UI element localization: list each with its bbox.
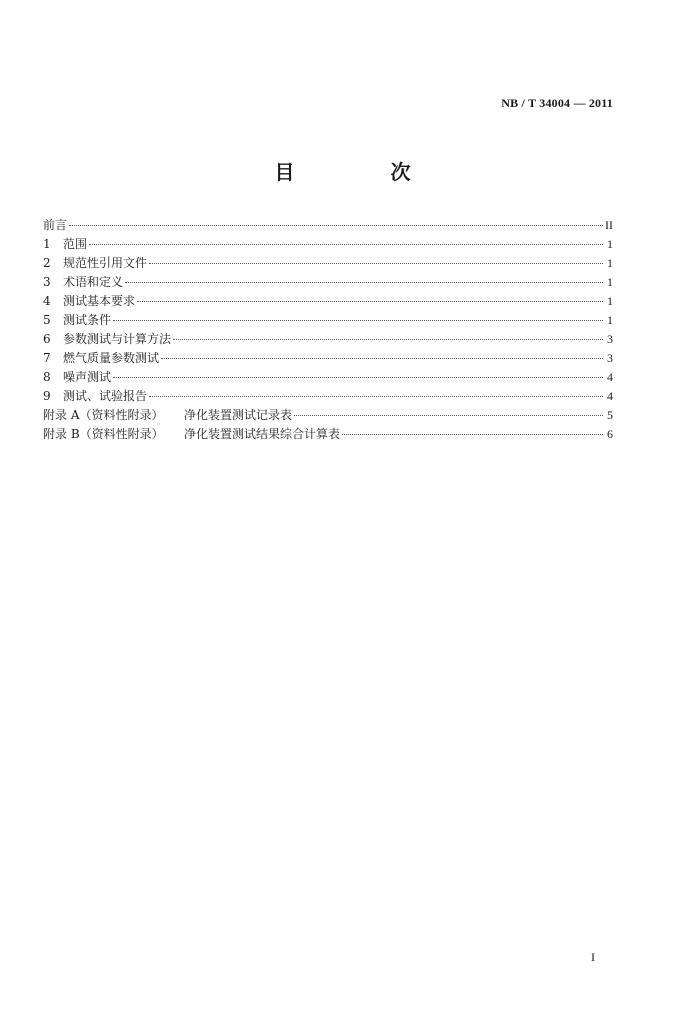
toc-entry-number: 2 [43,256,51,270]
toc-entry-label: 测试条件 [63,313,112,327]
toc-entry-number: 3 [43,275,51,289]
toc-entry-page: 6 [607,427,613,441]
dot-leader [89,244,603,245]
page-number: I [591,950,595,964]
toc-entry-6[interactable] [43,330,613,349]
toc-entry-page: 3 [607,332,613,346]
toc-entry-page: 1 [607,313,613,327]
toc-entry-3[interactable] [43,273,613,292]
dot-leader [137,301,603,302]
standard-code: NB / T 34004 — 2011 [501,96,613,110]
toc-entry-label: 噪声测试 [63,370,112,384]
toc-title: 目 次 [274,160,449,184]
toc-entry-number: 6 [43,332,51,346]
toc-entry-foreword[interactable] [43,216,613,235]
dot-leader [149,263,603,264]
dot-leader [342,434,603,435]
toc-entry-7[interactable] [43,349,613,368]
toc-entry-page: 5 [607,408,613,422]
toc-entry-4[interactable] [43,292,613,311]
toc-entry-page: 1 [607,237,613,251]
dot-leader [149,396,603,397]
toc-entry-number: 7 [43,351,51,365]
toc-entry-page: 4 [607,370,613,384]
toc-entry-number: 4 [43,294,51,308]
toc-entry-label: 范围 [63,237,88,251]
annex-title: 净化装置测试记录表 [184,408,293,422]
toc-entry-label: 规范性引用文件 [63,256,148,270]
toc-entry-9[interactable] [43,387,613,406]
toc-entry-page: 1 [607,294,613,308]
dot-leader [125,282,603,283]
toc-entry-2[interactable] [43,254,613,273]
toc-entry-annex-a[interactable] [43,406,613,425]
annex-title: 净化装置测试结果综合计算表 [184,427,341,441]
toc-entry-label: 参数测试与计算方法 [63,332,172,346]
toc-entry-number: 9 [43,389,51,403]
toc-entry-number: 8 [43,370,51,384]
dot-leader [69,225,603,226]
toc-entry-page: II [605,218,613,232]
dot-leader [161,358,603,359]
dot-leader [173,339,603,340]
toc-entry-label: 测试、试验报告 [63,389,148,403]
toc-entry-page: 3 [607,351,613,365]
annex-label: 附录 B（资料性附录） [43,427,164,441]
annex-label: 附录 A（资料性附录） [43,408,164,422]
toc-entry-number: 1 [43,237,51,251]
toc-entry-page: 4 [607,389,613,403]
table-of-contents [43,216,613,444]
toc-entry-page: 1 [607,275,613,289]
toc-entry-label: 术语和定义 [63,275,124,289]
toc-entry-5[interactable] [43,311,613,330]
dot-leader [113,377,603,378]
toc-entry-page: 1 [607,256,613,270]
toc-entry-label: 测试基本要求 [63,294,136,308]
toc-entry-label: 燃气质量参数测试 [63,351,160,365]
toc-entry-annex-b[interactable] [43,425,613,444]
toc-entry-1[interactable] [43,235,613,254]
dot-leader [294,415,603,416]
toc-entry-number: 5 [43,313,51,327]
toc-entry-8[interactable] [43,368,613,387]
dot-leader [113,320,603,321]
toc-entry-label: 前言 [43,218,68,232]
